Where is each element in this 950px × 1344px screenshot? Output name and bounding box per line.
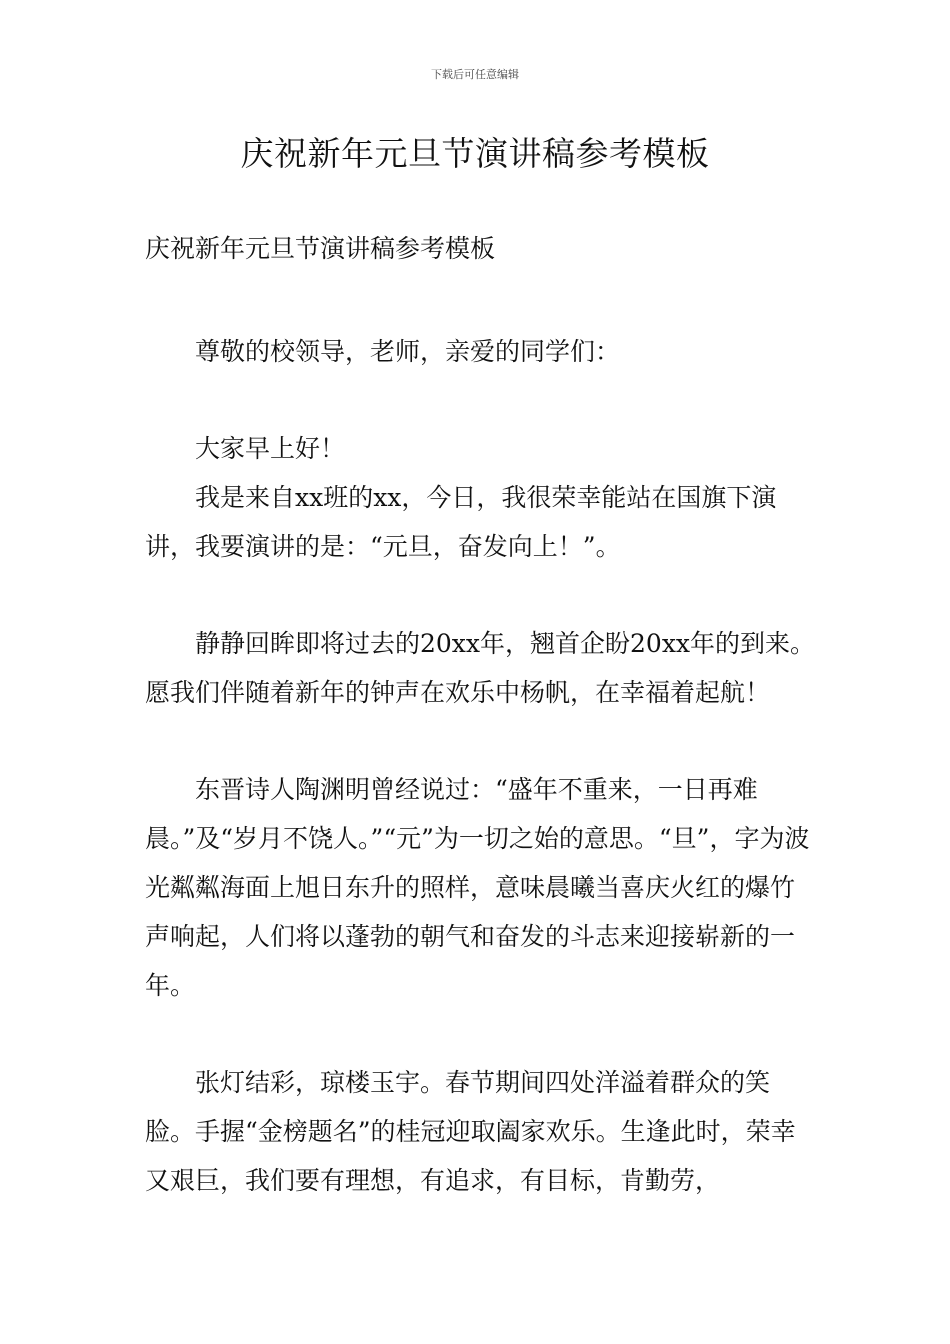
document-title: 庆祝新年元旦节演讲稿参考模板 (240, 134, 710, 173)
paragraph-celebration: 张灯结彩，琼楼玉宇。春节期间四处洋溢着群众的笑脸。手握“金榜题名”的桂冠迎取阖家欢乐。生逢此时，荣幸又艰巨，我们要有理想，有追求，有目标，肯勤劳， (145, 1068, 796, 1195)
paragraph-morning: 大家早上好！ (195, 434, 346, 463)
paragraph-greeting: 尊敬的校领导，老师，亲爱的同学们： (195, 337, 621, 366)
paragraph-intro: 我是来自xx班的xx，今日，我很荣幸能站在国旗下演讲，我要演讲的是：“元旦，奋发向上！”。 (145, 483, 777, 561)
document-body (145, 224, 817, 1205)
paragraph-new-year: 静静回眸即将过去的20xx年，翘首企盼20xx年的到来。愿我们伴随着新年的钟声在欢乐中杨帆，在幸福着起航！ (145, 629, 816, 707)
paragraph-subtitle: 庆祝新年元旦节演讲稿参考模板 (145, 234, 496, 263)
header-note: 下载后可任意编辑 (431, 68, 519, 81)
paragraph-poet: 东晋诗人陶渊明曾经说过：“盛年不重来，一日再难晨。”及“岁月不饶人。”“元”为一切之始的意思。“旦”，字为波光粼粼海面上旭日东升的照样，意味晨曦当喜庆火红的爆竹声响起，人们将以蓬勃的朝气和奋发的斗志来迎接崭新的一年。 (145, 775, 810, 1000)
